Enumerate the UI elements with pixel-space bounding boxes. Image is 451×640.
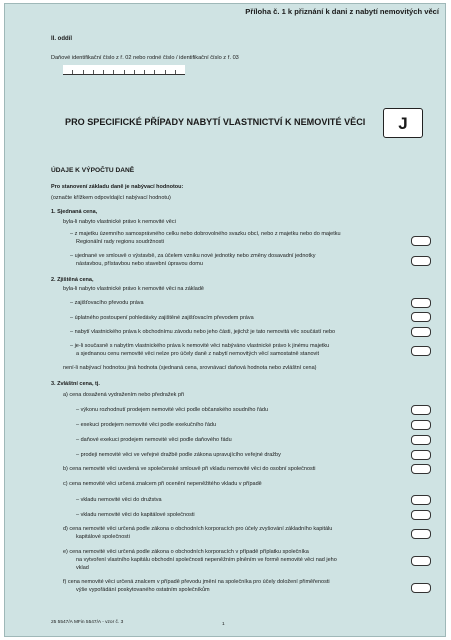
s3-e-cont: na vytvoření vlastního kapitálu obchodní společnosti nepeněžním plněním ve formě nemovité věci nad jeho xyxy=(76,557,337,563)
s2-title: 2. Zjištěná cena, xyxy=(51,277,94,283)
s3-b: b) cena nemovité věci uvedená ve společenské smlouvě při vkladu nemovité věci do osobní společnosti xyxy=(63,466,316,472)
page-number: 1 xyxy=(222,622,225,627)
code-letter-box: J xyxy=(383,108,423,138)
s3-a2: – exekuci prodejem nemovité věci podle exekučního řádu xyxy=(76,422,217,428)
s3-a4: – prodeji nemovité věci ve veřejné dražbě podle zákona upravujícího veřejné dražby xyxy=(76,452,281,458)
dic-input[interactable] xyxy=(63,65,185,75)
checkbox-s2-c[interactable] xyxy=(411,327,431,337)
s3-c2: – vkladu nemovité věci do kapitálové společnosti xyxy=(76,512,195,518)
checkbox-s3-b[interactable] xyxy=(411,464,431,474)
s3-e-cont2: vklad xyxy=(76,565,89,571)
checkbox-s1-b[interactable] xyxy=(411,256,431,266)
s2-c: – nabytí vlastnického práva k obchodnímu závodu nebo jeho části, jejichž je tato nemovitá věc součástí nebo xyxy=(70,329,336,335)
s1-title: 1. Sjednaná cena, xyxy=(51,209,98,215)
checkbox-s3-e[interactable] xyxy=(411,556,431,566)
s2-sub: byla-li nabyto vlastnické právo k nemovité věci na základě xyxy=(63,286,204,292)
s2-a: – zajišťovacího převodu práva xyxy=(70,300,144,306)
s1-b-cont: nástavbou, přístavbou nebo stavební úpravou domu xyxy=(76,261,203,267)
dic-label: Daňové identifikační číslo z ř. 02 nebo rodné číslo / identifikační číslo z ř. 03 xyxy=(51,55,239,61)
section-label: II. oddíl xyxy=(51,36,72,42)
checkbox-s3-c2[interactable] xyxy=(411,510,431,520)
s1-sub: byla-li nabyto vlastnické právo k nemovité věci xyxy=(63,219,176,225)
s2-d-cont: a sjednanou cenu nemovité věci nelze pro účely daně z nabytí nemovitých věcí samostatně stanovit xyxy=(76,351,320,357)
s3-d-cont: kapitálové společnosti xyxy=(76,534,130,540)
s2-d: – je-li současně s nabytím vlastnického práva k nemovité věci nabýváno vlastnické právo k jinému majetku xyxy=(70,343,330,349)
s3-title: 3. Zvláštní cena, tj. xyxy=(51,381,100,387)
checkbox-s1-a[interactable] xyxy=(411,236,431,246)
section-title: ÚDAJE K VÝPOČTU DANĚ xyxy=(51,167,135,174)
checkbox-s2-a[interactable] xyxy=(411,298,431,308)
s3-a: a) cena dosažená vydražením nebo předražek při xyxy=(63,392,185,398)
checkbox-s3-f[interactable] xyxy=(411,583,431,593)
checkbox-s3-d[interactable] xyxy=(411,529,431,539)
s3-f: f) cena nemovité věci určená znalcem v případě převodu jmění na společníka pro účely doložení přiměřenosti xyxy=(63,579,330,585)
intro-line-2: (označte křížkem odpovídající nabývací hodnotu) xyxy=(51,195,171,201)
checkbox-s3-a2[interactable] xyxy=(411,420,431,430)
checkbox-s2-b[interactable] xyxy=(411,312,431,322)
checkbox-s3-a1[interactable] xyxy=(411,405,431,415)
s3-a1: – výkonu rozhodnutí prodejem nemovité věci podle občanského soudního řádu xyxy=(76,407,269,413)
s1-a: – z majetku územního samosprávného celku nebo dobrovolného svazku obcí, nebo z majetku nebo do majetku xyxy=(70,231,341,237)
main-title: PRO SPECIFICKÉ PŘÍPADY NABYTÍ VLASTNICTVÍ K NEMOVITÉ VĚCI xyxy=(65,117,366,127)
intro-line-1: Pro stanovení základu daně je nabývací hodnotou: xyxy=(51,184,184,190)
s2-b: – úplatného postoupení pohledávky zajištěné zajišťovacím převodem práva xyxy=(70,315,254,321)
checkbox-s3-c1[interactable] xyxy=(411,495,431,505)
form-code: 25 5547/A MFin 5547/A - vzor č. 3 xyxy=(51,620,124,625)
s3-c: c) cena nemovité věci určená znalcem při ocenění nepeněžitého vkladu v případě xyxy=(63,481,262,487)
form-title: Příloha č. 1 k přiznání k dani z nabytí nemovitých věcí xyxy=(245,7,439,16)
s3-c1: – vkladu nemovité věci do družstva xyxy=(76,497,162,503)
s3-e: e) cena nemovité věci určená podle zákona o obchodních korporacích v případě příplatku společníka xyxy=(63,549,309,555)
s3-f-cont: výše vypořádání poskytovaného ostatním společníkům xyxy=(76,587,210,593)
s1-a-cont: Regionální rady regionu soudržnosti xyxy=(76,239,165,245)
s2-e: není-li nabývací hodnotou jiná hodnota (sjednaná cena, srovnávací daňová hodnota nebo zvláštní cena) xyxy=(63,365,317,371)
checkbox-s3-a4[interactable] xyxy=(411,450,431,460)
checkbox-s3-a3[interactable] xyxy=(411,435,431,445)
s3-a3: – daňové exekuci prodejem nemovité věci podle daňového řádu xyxy=(76,437,232,443)
s3-d: d) cena nemovité věci určená podle zákona o obchodních korporacích pro účely zvyšování základního kapitálu xyxy=(63,526,333,532)
s1-b: – ujednané ve smlouvě o výstavbě, za účelem vzniku nové jednotky nebo změny dosavadní jednotky xyxy=(70,253,316,259)
checkbox-s2-d[interactable] xyxy=(411,346,431,356)
